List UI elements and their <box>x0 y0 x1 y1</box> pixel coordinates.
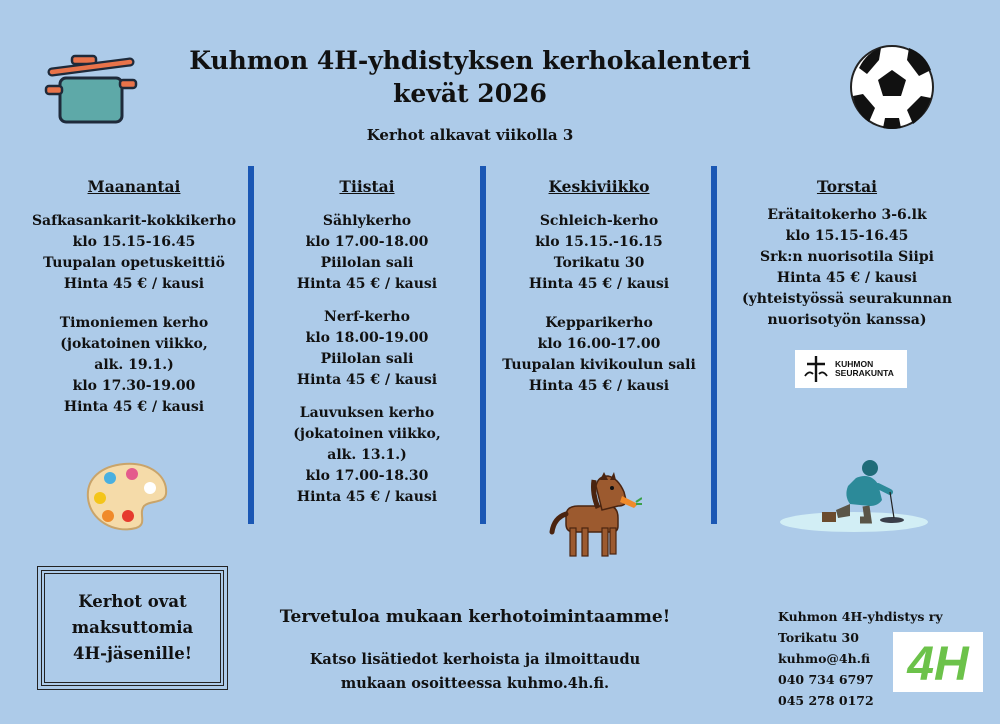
club-price: Hinta 45 € / kausi <box>776 270 918 286</box>
contact-email[interactable]: kuhmo@4h.fi <box>778 651 871 666</box>
paint-palette-icon <box>84 460 170 532</box>
club-name: Erätaitokerho 3-6.lk <box>767 207 927 223</box>
column-divider <box>480 166 486 524</box>
free-box-line: Kerhot ovat <box>78 592 187 611</box>
contact-phone: 045 278 0172 <box>778 693 874 708</box>
page-title <box>180 44 760 110</box>
club-price: Hinta 45 € / kausi <box>528 378 670 394</box>
club-time: klo 16.00-17.00 <box>537 336 661 352</box>
day-heading: Tiistai <box>339 177 395 196</box>
column-wednesday <box>490 176 708 415</box>
club-time: klo 17.30-19.00 <box>72 378 196 394</box>
club-name: Safkasankarit-kokkikerho <box>31 213 237 229</box>
free-box-line: 4H-jäsenille! <box>73 644 192 663</box>
column-divider <box>711 166 717 524</box>
club-time: klo 15.15-16.45 <box>72 234 196 250</box>
club-block <box>28 211 240 295</box>
subtitle: Kerhot alkavat viikolla 3 <box>366 126 574 144</box>
club-place: Tuupalan opetuskeittiö <box>43 255 225 271</box>
column-divider <box>248 166 254 524</box>
contact-address: Torikatu 30 <box>778 630 859 645</box>
club-name: Lauvuksen kerho <box>299 405 435 421</box>
club-place: Tuupalan kivikoulun sali <box>502 357 696 373</box>
club-block <box>724 205 970 331</box>
club-price: Hinta 45 € / kausi <box>63 276 205 292</box>
club-place: Piilolan sali <box>320 351 414 367</box>
club-price: Hinta 45 € / kausi <box>296 372 438 388</box>
club-block <box>490 313 708 397</box>
logo-4h-mark <box>893 632 983 692</box>
club-time: klo 15.15-16.45 <box>785 228 909 244</box>
club-block <box>258 211 476 295</box>
club-price: Hinta 45 € / kausi <box>296 489 438 505</box>
club-name: Sählykerho <box>322 213 412 229</box>
club-price: Hinta 45 € / kausi <box>528 276 670 292</box>
seurakunta-logo-line: KUHMON <box>835 359 874 369</box>
column-tuesday <box>258 176 476 526</box>
club-name: Nerf-kerho <box>324 309 410 325</box>
club-price: Hinta 45 € / kausi <box>296 276 438 292</box>
club-name: Schleich-kerho <box>539 213 659 229</box>
club-time: klo 18.00-19.00 <box>305 330 429 346</box>
cross-birds-icon <box>801 354 831 384</box>
welcome-text: Tervetuloa mukaan kerhotoimintaamme! <box>279 607 671 627</box>
column-thursday <box>724 176 970 349</box>
seurakunta-logo <box>795 350 907 388</box>
club-note: (jokatoinen viikko, <box>60 336 208 352</box>
ice-fisher-icon <box>778 456 930 534</box>
info-line: Katso lisätiedot kerhoista ja ilmoittaudu <box>309 651 641 668</box>
club-time: klo 15.15.-16.15 <box>535 234 663 250</box>
free-box-line: maksuttomia <box>71 618 194 637</box>
contact-phone: 040 734 6797 <box>778 672 874 687</box>
club-note: nuorisotyön kanssa) <box>767 312 927 328</box>
club-block <box>258 403 476 508</box>
club-place: Torikatu 30 <box>553 255 645 271</box>
club-note: (yhteistyössä seurakunnan <box>741 291 953 307</box>
club-block <box>28 313 240 418</box>
day-heading: Keskiviikko <box>548 177 650 196</box>
club-note: alk. 13.1.) <box>327 447 407 463</box>
club-note: (jokatoinen viikko, <box>293 426 441 442</box>
cooking-pot-icon <box>44 54 138 126</box>
column-monday <box>28 176 240 436</box>
free-membership-box <box>41 570 224 686</box>
club-time: klo 17.00-18.00 <box>305 234 429 250</box>
club-name: Kepparikerho <box>545 315 653 331</box>
club-block <box>258 307 476 391</box>
seurakunta-logo-line: SEURAKUNTA <box>835 368 894 378</box>
club-name: Timoniemen kerho <box>59 315 209 331</box>
club-place: Srk:n nuorisotila Siipi <box>760 249 934 265</box>
soccer-ball-icon <box>849 44 935 130</box>
info-line: mukaan osoitteessa kuhmo.4h.fi. <box>340 675 610 692</box>
club-time: klo 17.00-18.30 <box>305 468 429 484</box>
day-heading: Maanantai <box>87 177 181 196</box>
club-place: Piilolan sali <box>320 255 414 271</box>
day-heading: Torstai <box>816 177 878 196</box>
title-line-1: Kuhmon 4H-yhdistyksen kerhokalenteri <box>189 46 751 75</box>
contact-org: Kuhmon 4H-yhdistys ry <box>778 609 943 624</box>
logo-4h-text: 4H <box>907 638 969 691</box>
info-text <box>240 648 710 696</box>
title-line-2: kevät 2026 <box>393 79 547 108</box>
horse-icon <box>546 466 642 562</box>
logo-4h <box>893 632 983 692</box>
club-block <box>490 211 708 295</box>
club-price: Hinta 45 € / kausi <box>63 399 205 415</box>
club-note: alk. 19.1.) <box>94 357 174 373</box>
